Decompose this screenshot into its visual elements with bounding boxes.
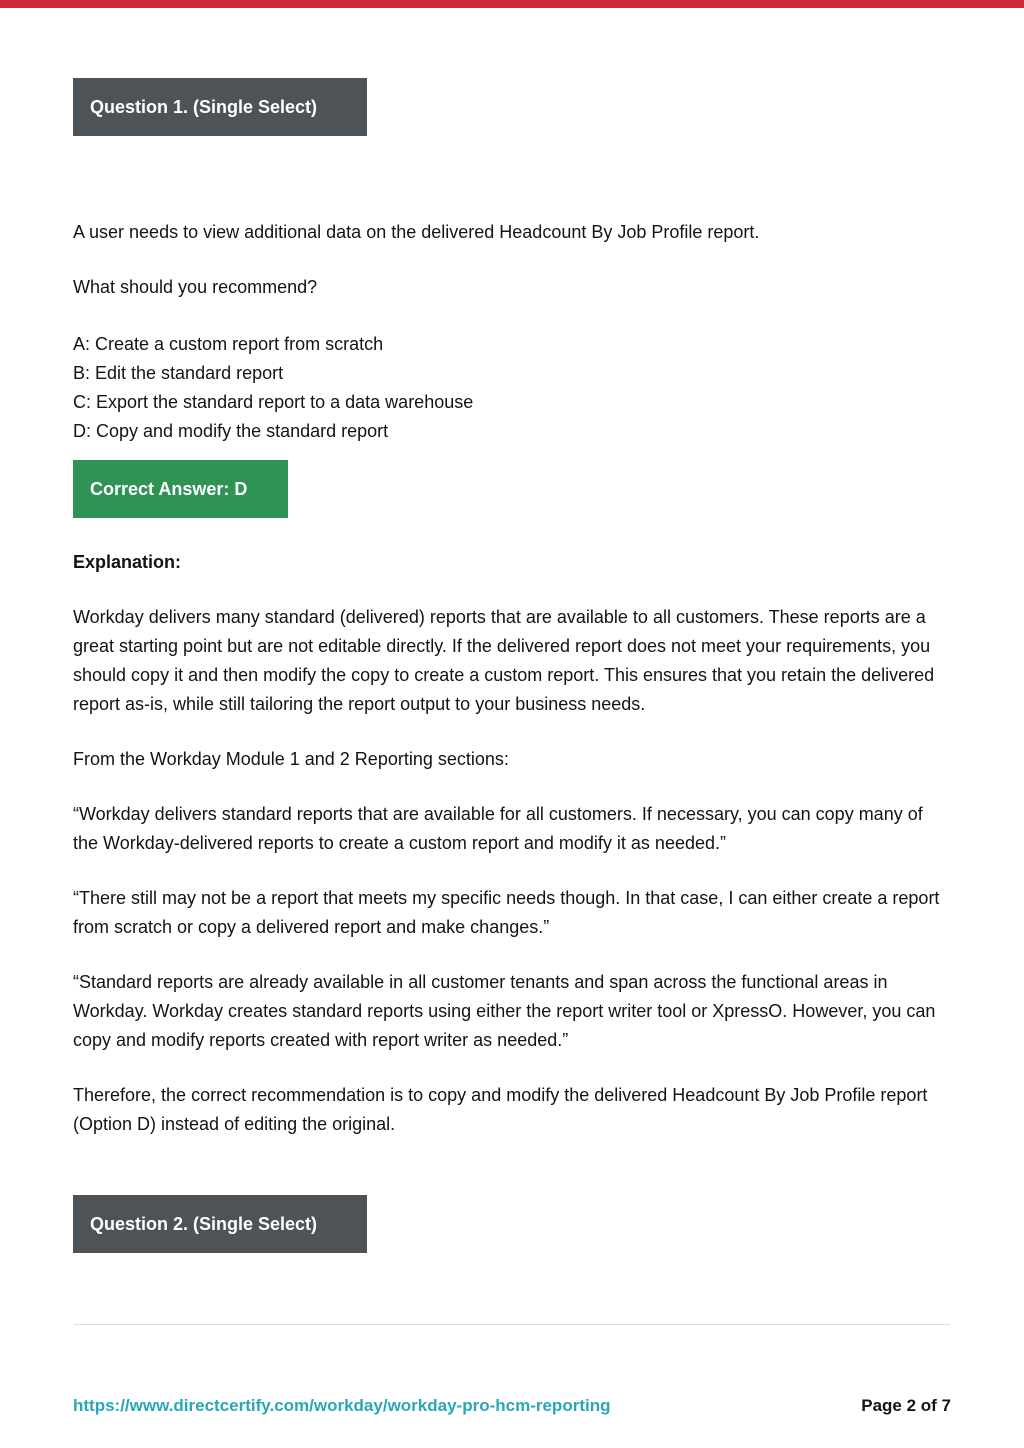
question-1-badge-label: Question 1. (Single Select) [90, 96, 318, 117]
explanation-paragraph-1: Workday delivers many standard (delivered) reports that are available to all customers. These reports are a great starting point but are not editable directly. If the delivered report does not meet your requirements, you should copy it and then modify the copy to create a custom report. This ensures that you retain the delivered report as-is, while still tailoring the report output to your business needs. [73, 607, 935, 714]
footer-divider [74, 1324, 950, 1325]
explanation-paragraph-3: “Workday delivers standard reports that are available for all customers. If necessary, you can copy many of the Workday-delivered reports to create a custom report and modify it as needed.” [73, 804, 923, 853]
question-2-badge [73, 1195, 367, 1253]
explanation-heading: Explanation: [73, 552, 182, 572]
correct-answer-badge [73, 460, 288, 518]
answer-option-d: D: Copy and modify the standard report [73, 421, 389, 441]
answer-option-a: A: Create a custom report from scratch [73, 334, 384, 354]
page-footer [73, 1396, 951, 1416]
explanation-paragraph-6: Therefore, the correct recommendation is to copy and modify the delivered Headcount By Job Profile report (Option D) instead of editing the original. [73, 1085, 928, 1134]
answer-options [73, 330, 951, 446]
footer-url-link[interactable]: https://www.directcertify.com/workday/workday-pro-hcm-reporting [73, 1396, 611, 1415]
explanation-paragraph-2: From the Workday Module 1 and 2 Reporting sections: [73, 749, 509, 769]
question-1-badge [73, 78, 367, 136]
brand-top-bar [0, 0, 1024, 8]
explanation-paragraph-5: “Standard reports are already available in all customer tenants and span across the functional areas in Workday. Workday creates standard reports using either the report writer tool or XpressO. However, you can copy and modify reports created with report writer as needed.” [73, 972, 936, 1050]
question-ask: What should you recommend? [73, 277, 318, 297]
explanation-paragraph-4: “There still may not be a report that meets my specific needs though. In that case, I can either create a report from scratch or copy a delivered report and make changes.” [73, 888, 940, 937]
correct-answer-label: Correct Answer: D [90, 478, 248, 499]
question-prompt: A user needs to view additional data on the delivered Headcount By Job Profile report. [73, 222, 760, 242]
answer-option-b: B: Edit the standard report [73, 363, 284, 383]
question-2-badge-label: Question 2. (Single Select) [90, 1213, 318, 1234]
answer-option-c: C: Export the standard report to a data warehouse [73, 392, 474, 412]
page-content [0, 78, 1024, 1253]
page-indicator: Page 2 of 7 [861, 1396, 951, 1415]
